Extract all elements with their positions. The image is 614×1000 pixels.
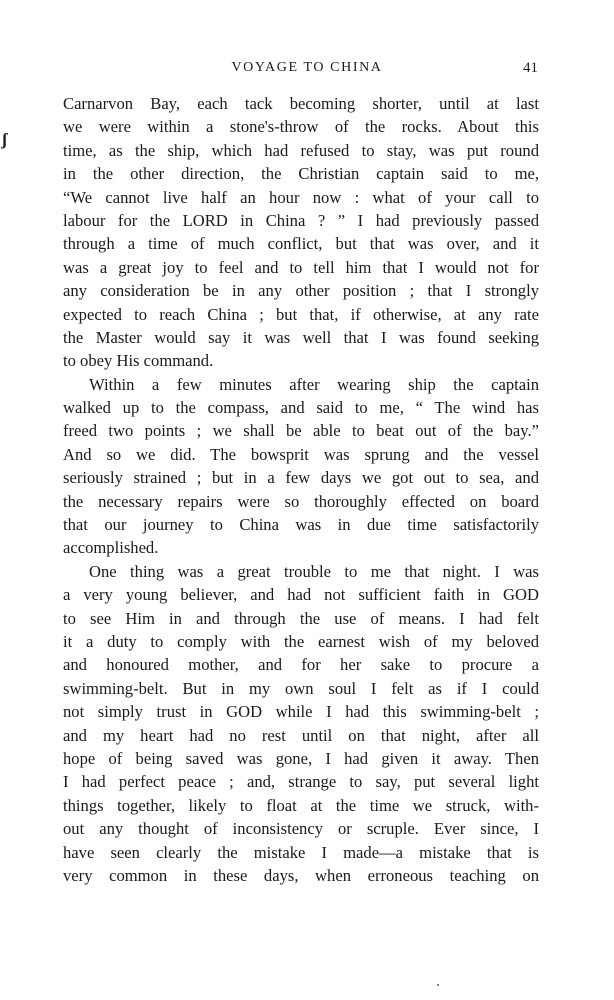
text-line: And so we did. The bowsprit was sprung and the vessel [63,444,539,464]
text-line: expected to reach China ; but that, if otherwise, at any rate [63,304,539,324]
text-line: that our journey to China was in due time satisfactorily [63,515,539,535]
text-line: a very young believer, and had not sufficient faith in GOD [63,585,539,605]
text-line: walked up to the compass, and said to me, “ The wind has [63,398,539,418]
text-line: in the other direction, the Christian captain said to me, [63,164,539,184]
page-header [0,58,614,82]
text-line: time, as the ship, which had refused to stay, was put round [63,140,539,160]
text-line: we were within a stone's-throw of the rocks. About this [63,117,539,137]
text-line: freed two points ; we shall be able to beat out of the bay.” [63,421,539,441]
text-line: and my heart had no rest until on that night, after all [63,725,539,745]
text-line: I had perfect peace ; and, strange to say, put several light [63,772,539,792]
text-line: seriously strained ; but in a few days we got out to sea, and [63,468,539,488]
text-line: have seen clearly the mistake I made—a mistake that is [63,842,539,862]
ink-speck [437,984,439,986]
text-line: things together, likely to float at the time we struck, with- [63,795,539,815]
text-line: the Master would say it was well that I was found seeking [63,327,539,347]
text-line: it a duty to comply with the earnest wish of my beloved [63,631,539,651]
text-line: swimming-belt. But in my own soul I felt as if I could [63,678,539,698]
text-line: and honoured mother, and for her sake to procure a [63,655,539,675]
text-line: One thing was a great trouble to me that night. I was [89,561,539,581]
text-line: accomplished. [63,538,159,558]
text-line: to obey His command. [63,351,214,371]
text-line: the necessary repairs were so thoroughly effected on board [63,491,539,511]
text-line: very common in these days, when erroneous teaching on [63,865,539,885]
text-line: any consideration be in any other position ; that I strongly [63,281,539,301]
page-number: 41 [523,60,538,76]
text-line: hope of being saved was gone, I had given it away. Then [63,748,539,768]
text-line: through a time of much conflict, but that was over, and it [63,234,539,254]
text-line: not simply trust in GOD while I had this swimming-belt ; [63,702,539,722]
text-line: “We cannot live half an hour now : what of your call to [63,187,539,207]
text-line: Carnarvon Bay, each tack becoming shorter, until at last [63,94,539,113]
text-line: was a great joy to feel and to tell him that I would not for [63,257,539,277]
text-line: to see Him in and through the use of means. I had felt [63,608,539,628]
margin-mark: ʃ [2,130,8,149]
text-line: out any thought of inconsistency or scruple. Ever since, I [63,819,539,839]
text-line: labour for the LORD in China ? ” I had previously passed [63,210,539,230]
running-head: VOYAGE TO CHINA [231,60,383,75]
text-line: Within a few minutes after wearing ship the captain [89,374,539,394]
body-text [63,92,539,887]
